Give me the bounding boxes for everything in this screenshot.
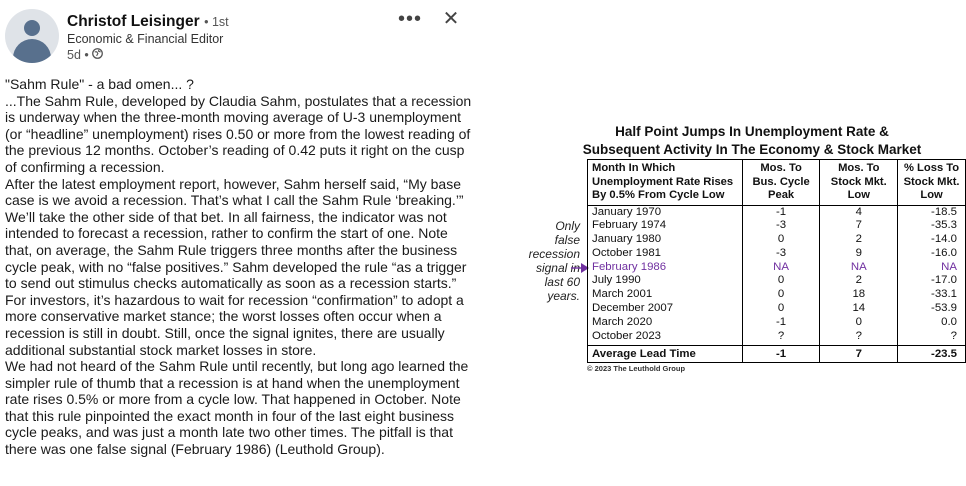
- table-row: [588, 205, 966, 219]
- cell-month: February 1986: [588, 261, 743, 275]
- post-image-table[interactable]: [502, 112, 966, 378]
- cell-loss: ?: [898, 330, 966, 346]
- table-row: [588, 274, 966, 288]
- cell-stock-low: 7: [820, 219, 898, 233]
- table-footer-row: [588, 346, 966, 363]
- globe-icon: [92, 48, 103, 62]
- more-options-icon[interactable]: •••: [397, 8, 422, 30]
- table-row: [588, 316, 966, 330]
- table-header-row: [588, 160, 966, 206]
- cell-stock-low: 2: [820, 274, 898, 288]
- table-row: [588, 302, 966, 316]
- author-name-row: [67, 13, 229, 31]
- footer-loss: -23.5: [898, 346, 966, 363]
- cell-stock-low: 0: [820, 316, 898, 330]
- cell-month: October 1981: [588, 247, 743, 261]
- cell-month: December 2007: [588, 302, 743, 316]
- cell-bus-cycle: -1: [742, 316, 820, 330]
- header-bus-cycle-peak: Mos. To Bus. Cycle Peak: [742, 160, 820, 206]
- cell-month: March 2020: [588, 316, 743, 330]
- cell-stock-low: NA: [820, 261, 898, 275]
- cell-bus-cycle: NA: [742, 261, 820, 275]
- cell-loss: -33.1: [898, 288, 966, 302]
- header-month: Month In Which Unemployment Rate Rises By 0.5% From Cycle Low: [588, 160, 743, 206]
- cell-loss: NA: [898, 261, 966, 275]
- cell-stock-low: 18: [820, 288, 898, 302]
- footer-label: Average Lead Time: [588, 346, 743, 363]
- post-time: 5d •: [67, 48, 89, 62]
- cell-stock-low: 14: [820, 302, 898, 316]
- table-title: Half Point Jumps In Unemployment Rate & Subsequent Activity In The Economy & Stock Market: [582, 124, 922, 157]
- cell-stock-low: 2: [820, 233, 898, 247]
- cell-loss: -16.0: [898, 247, 966, 261]
- cell-stock-low: 4: [820, 205, 898, 219]
- cell-loss: -53.9: [898, 302, 966, 316]
- post-header: [0, 0, 470, 72]
- cell-loss: -18.5: [898, 205, 966, 219]
- table-row: [588, 219, 966, 233]
- cell-bus-cycle: 0: [742, 288, 820, 302]
- cell-bus-cycle: 0: [742, 274, 820, 288]
- unemployment-table: [587, 159, 966, 363]
- cell-loss: -14.0: [898, 233, 966, 247]
- avatar-body-shape: [13, 39, 51, 63]
- cell-month: January 1980: [588, 233, 743, 247]
- post-meta: [67, 48, 103, 62]
- cell-month: October 2023: [588, 330, 743, 346]
- connection-degree: • 1st: [204, 15, 229, 29]
- close-icon[interactable]: ✕: [442, 8, 460, 30]
- cell-bus-cycle: -1: [742, 205, 820, 219]
- table-row-highlighted: [588, 261, 966, 275]
- footer-stock-low: 7: [820, 346, 898, 363]
- post-body-text: "Sahm Rule" - a bad omen... ? ...The Sahm Rule, developed by Claudia Sahm, postulates that a recession is underway when the three-month moving average of U-3 unemployment (or “headline” unemployment) rises 0.50 or more from the lowest reading of the previous 12 months. October’s reading of 0.42 puts it right on the cusp of confirming a recession. After the latest employment report, however, Sahm herself said, “My base case is we avoid a recession. That’s what I call the Sahm Rule ‘breaking.’” We’ll take the other side of that bet. In all fairness, the indicator was not intended to forecast a recession, rather to confirm the start of one. Note that, on average, the Sahm Rule triggers three months after the business cycle peak, with no “false positives.” Sahm developed the rule “as a trigger to send out stimulus checks automatically as soon as a recession starts.” For investors, it’s hazardous to wait for recession “confirmation” to adopt a more conservative market stance; the worst losses often occur when a recession is still in doubt. Still, once the signal ignites, there are usually additional substantial stock market losses in store. We had not heard of the Sahm Rule until recently, but long ago learned the simpler rule of thumb that a recession is at hand when the unemployment rate rises 0.5% or more from a cycle low. That happened in October. Note that this rule pinpointed the exact month in four of the last eight business cycle peaks, and was just a month late two other times. The pitfall is that there was one false signal (February 1986) (Leuthold Group).: [5, 76, 472, 458]
- cell-bus-cycle: -3: [742, 247, 820, 261]
- avatar-head-shape: [24, 20, 40, 36]
- cell-stock-low: ?: [820, 330, 898, 346]
- cell-stock-low: 9: [820, 247, 898, 261]
- table-row: [588, 288, 966, 302]
- side-annotation: Only false recession signal in last 60 years.: [528, 219, 580, 303]
- cell-loss: -17.0: [898, 274, 966, 288]
- cell-month: January 1970: [588, 205, 743, 219]
- table-row: [588, 330, 966, 346]
- cell-bus-cycle: 0: [742, 233, 820, 247]
- cell-loss: 0.0: [898, 316, 966, 330]
- author-name[interactable]: Christof Leisinger: [67, 13, 200, 30]
- cell-bus-cycle: ?: [742, 330, 820, 346]
- author-headline: Economic & Financial Editor: [67, 32, 224, 46]
- copyright-note: © 2023 The Leuthold Group: [587, 364, 686, 373]
- cell-month: March 2001: [588, 288, 743, 302]
- cell-month: July 1990: [588, 274, 743, 288]
- cell-bus-cycle: -3: [742, 219, 820, 233]
- header-stock-mkt-low: Mos. To Stock Mkt. Low: [820, 160, 898, 206]
- header-loss: % Loss To Stock Mkt. Low: [898, 160, 966, 206]
- cell-month: February 1974: [588, 219, 743, 233]
- table-row: [588, 247, 966, 261]
- cell-loss: -35.3: [898, 219, 966, 233]
- cell-bus-cycle: 0: [742, 302, 820, 316]
- table-row: [588, 233, 966, 247]
- avatar[interactable]: [5, 9, 59, 63]
- footer-bus-cycle: -1: [742, 346, 820, 363]
